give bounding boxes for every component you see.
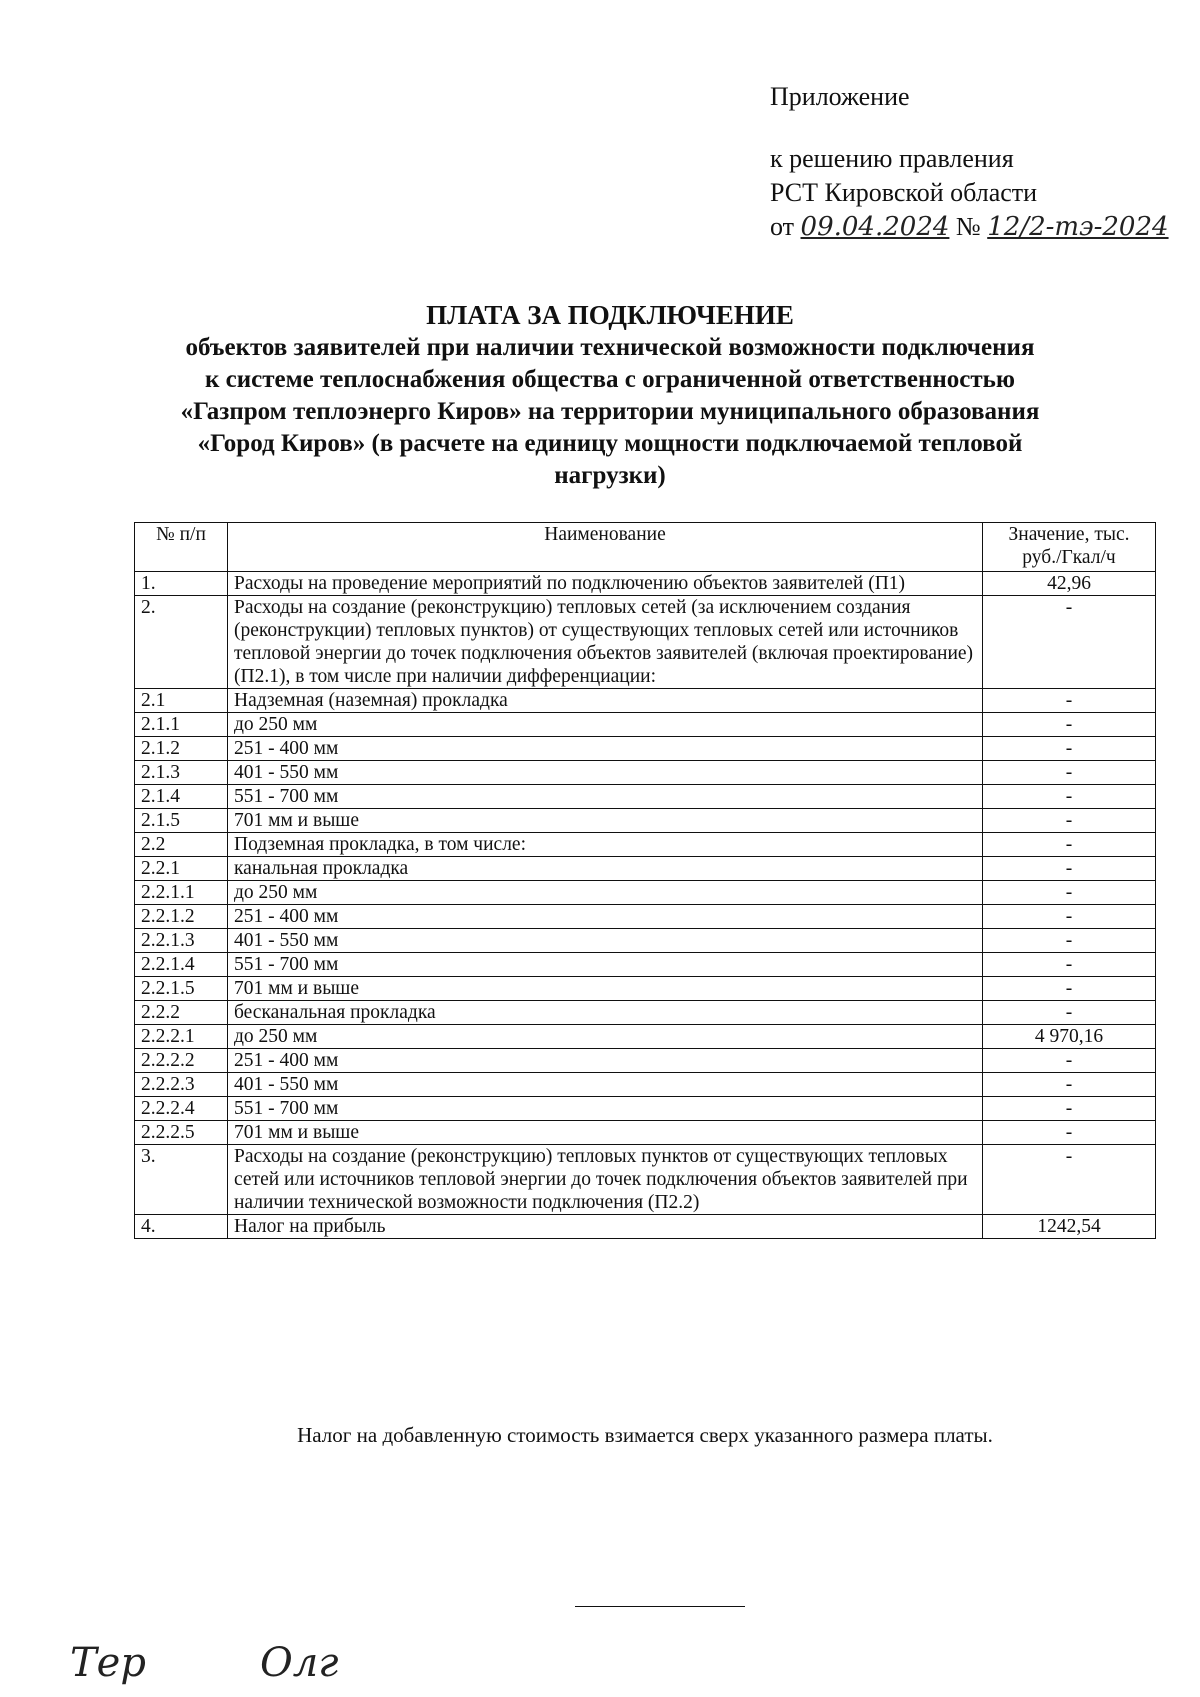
table-row <box>135 1215 1156 1239</box>
decision-number: 12/2-тэ-2024 <box>987 212 1169 242</box>
row-num: 2.2.2.5 <box>135 1121 228 1145</box>
table-row <box>135 833 1156 857</box>
number-prefix: № <box>955 212 981 241</box>
signature-1: Тер <box>70 1640 146 1686</box>
row-value: - <box>983 929 1156 953</box>
row-name: 551 - 700 мм <box>228 953 983 977</box>
title-subtitle: объектов заявителей при наличии технической возможности подключения к системе теплоснабжения общества с ограниченной ответственностью «Газпром теплоэнерго Киров» на территории муниципального образования «Город Киров» (в расчете на единицу мощности подключаемой тепловой нагрузки) <box>180 334 1040 489</box>
row-num: 2.2 <box>135 833 228 857</box>
row-name: 251 - 400 мм <box>228 737 983 761</box>
row-value: - <box>983 857 1156 881</box>
table-row <box>135 905 1156 929</box>
table-row <box>135 713 1156 737</box>
row-value: - <box>983 953 1156 977</box>
title-main: ПЛАТА ЗА ПОДКЛЮЧЕНИЕ <box>426 300 794 330</box>
table-row <box>135 1145 1156 1215</box>
row-name: до 250 мм <box>228 1025 983 1049</box>
table-row <box>135 953 1156 977</box>
row-value: - <box>983 689 1156 713</box>
table-row <box>135 572 1156 596</box>
row-num: 2.1.1 <box>135 713 228 737</box>
row-num: 2.1.3 <box>135 761 228 785</box>
decision-date: 09.04.2024 <box>800 212 950 242</box>
row-num: 3. <box>135 1145 228 1215</box>
vat-footnote: Налог на добавленную стоимость взимается сверх указанного размера платы. <box>297 1423 993 1447</box>
row-num: 2.2.1.4 <box>135 953 228 977</box>
date-prefix: от <box>770 212 795 241</box>
document-title <box>180 298 1040 492</box>
table-row <box>135 1025 1156 1049</box>
row-num: 2.2.2.1 <box>135 1025 228 1049</box>
table-row <box>135 1097 1156 1121</box>
row-num: 2.1 <box>135 689 228 713</box>
table-row <box>135 689 1156 713</box>
tariff-table <box>134 522 1156 1239</box>
header-name: Наименование <box>228 523 983 572</box>
row-value: - <box>983 596 1156 689</box>
row-num: 2. <box>135 596 228 689</box>
row-name: Налог на прибыль <box>228 1215 983 1239</box>
row-value: - <box>983 1073 1156 1097</box>
row-num: 2.2.1.2 <box>135 905 228 929</box>
row-name: 701 мм и выше <box>228 1121 983 1145</box>
appendix-title: Приложение <box>770 82 910 111</box>
row-value: 1242,54 <box>983 1215 1156 1239</box>
row-name: Расходы на создание (реконструкцию) тепловых пунктов от существующих тепловых сетей или источников тепловой энергии до точек подключения объектов заявителей при наличии технической возможности подключения (П2.2) <box>228 1145 983 1215</box>
table-row <box>135 977 1156 1001</box>
row-value: - <box>983 761 1156 785</box>
row-num: 2.2.2 <box>135 1001 228 1025</box>
table-row <box>135 1049 1156 1073</box>
table-row <box>135 1073 1156 1097</box>
row-name: 401 - 550 мм <box>228 929 983 953</box>
row-name: канальная прокладка <box>228 857 983 881</box>
row-value: - <box>983 905 1156 929</box>
table-row <box>135 1001 1156 1025</box>
row-name: 251 - 400 мм <box>228 905 983 929</box>
row-name: до 250 мм <box>228 713 983 737</box>
row-value: - <box>983 977 1156 1001</box>
row-name: 401 - 550 мм <box>228 761 983 785</box>
row-num: 2.1.2 <box>135 737 228 761</box>
table-row <box>135 857 1156 881</box>
row-name: до 250 мм <box>228 881 983 905</box>
row-name: 551 - 700 мм <box>228 785 983 809</box>
table-row <box>135 881 1156 905</box>
row-value: - <box>983 809 1156 833</box>
row-value: - <box>983 1145 1156 1215</box>
row-value: - <box>983 1121 1156 1145</box>
table-row <box>135 809 1156 833</box>
row-num: 1. <box>135 572 228 596</box>
row-value: - <box>983 785 1156 809</box>
row-name: Расходы на проведение мероприятий по подключению объектов заявителей (П1) <box>228 572 983 596</box>
row-num: 2.2.2.2 <box>135 1049 228 1073</box>
header-num: № п/п <box>135 523 228 572</box>
row-name: 701 мм и выше <box>228 809 983 833</box>
row-value: 42,96 <box>983 572 1156 596</box>
row-value: - <box>983 1049 1156 1073</box>
row-value: - <box>983 881 1156 905</box>
table-row <box>135 785 1156 809</box>
row-value: - <box>983 833 1156 857</box>
row-num: 2.1.5 <box>135 809 228 833</box>
table-row <box>135 1121 1156 1145</box>
row-num: 4. <box>135 1215 228 1239</box>
row-value: - <box>983 737 1156 761</box>
row-num: 2.2.1.3 <box>135 929 228 953</box>
row-value: - <box>983 713 1156 737</box>
table-row <box>135 761 1156 785</box>
row-name: Надземная (наземная) прокладка <box>228 689 983 713</box>
row-name: бесканальная прокладка <box>228 1001 983 1025</box>
appendix-block <box>770 80 1169 244</box>
row-name: Подземная прокладка, в том числе: <box>228 833 983 857</box>
table-row <box>135 929 1156 953</box>
header-value: Значение, тыс. руб./Гкал/ч <box>983 523 1156 572</box>
end-divider <box>575 1606 745 1607</box>
row-name: 701 мм и выше <box>228 977 983 1001</box>
row-name: 551 - 700 мм <box>228 1097 983 1121</box>
row-value: - <box>983 1097 1156 1121</box>
row-value: - <box>983 1001 1156 1025</box>
row-num: 2.2.2.4 <box>135 1097 228 1121</box>
row-num: 2.2.2.3 <box>135 1073 228 1097</box>
appendix-authority: РСТ Кировской области <box>770 178 1038 207</box>
row-value: 4 970,16 <box>983 1025 1156 1049</box>
row-name: 251 - 400 мм <box>228 1049 983 1073</box>
table-row <box>135 596 1156 689</box>
signature-2: Олг <box>260 1640 339 1686</box>
row-num: 2.2.1.5 <box>135 977 228 1001</box>
row-num: 2.2.1 <box>135 857 228 881</box>
appendix-date-line <box>770 210 1169 244</box>
row-name: 401 - 550 мм <box>228 1073 983 1097</box>
table-header-row <box>135 523 1156 572</box>
appendix-decision: к решению правления <box>770 144 1014 173</box>
row-num: 2.2.1.1 <box>135 881 228 905</box>
row-num: 2.1.4 <box>135 785 228 809</box>
table-row <box>135 737 1156 761</box>
row-name: Расходы на создание (реконструкцию) тепловых сетей (за исключением создания (реконструкции) тепловых пунктов) от существующих тепловых сетей или источников тепловой энергии до точек подключения объектов заявителей (включая проектирование) (П2.1), в том числе при наличии дифференциации: <box>228 596 983 689</box>
